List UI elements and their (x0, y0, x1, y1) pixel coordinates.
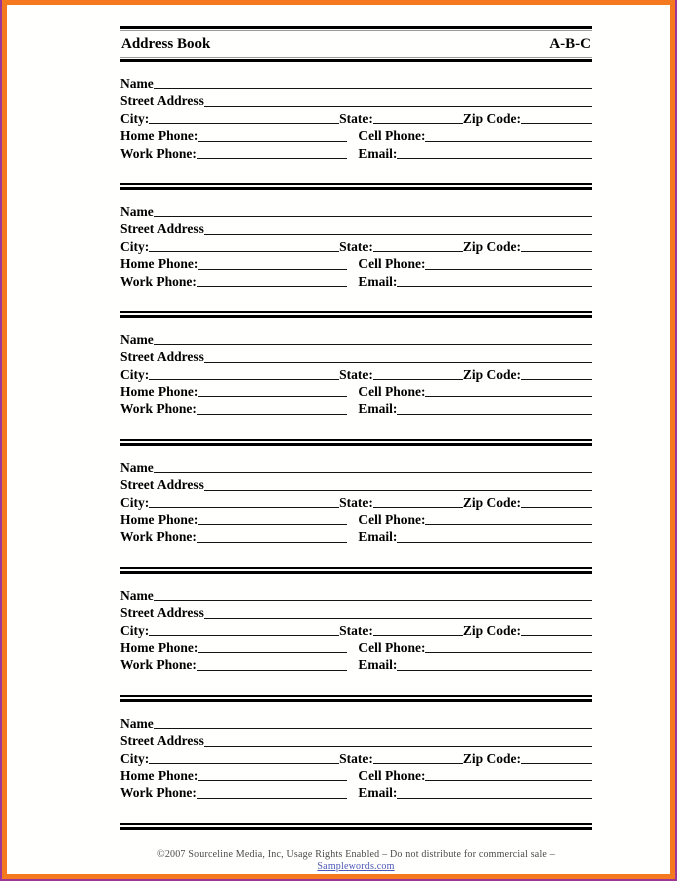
cell-phone-label: Cell Phone: (358, 767, 426, 783)
home-phone-label: Home Phone: (120, 767, 199, 783)
section-divider (120, 183, 592, 190)
letter-tab-label: A-B-C (549, 36, 591, 52)
cell-phone-label: Cell Phone: (358, 512, 426, 528)
work-email-row (120, 656, 592, 673)
name-field-line[interactable] (154, 715, 592, 729)
section-divider (120, 567, 592, 574)
zip-code-field-line[interactable] (521, 366, 592, 380)
street-address-row (120, 220, 592, 237)
street-address-row (120, 92, 592, 109)
email-label: Email: (358, 529, 398, 545)
section-divider (120, 695, 592, 702)
state-label: State: (339, 110, 373, 126)
phones-row (120, 639, 592, 656)
email-field-line[interactable] (397, 145, 592, 159)
name-row (120, 203, 592, 220)
samplewords-link[interactable]: Samplewords.com (317, 860, 395, 872)
cell-phone-label: Cell Phone: (358, 256, 426, 272)
work-email-row (120, 273, 592, 290)
street-address-label: Street Address (120, 477, 204, 493)
email-label: Email: (358, 785, 398, 801)
street-address-label: Street Address (120, 605, 204, 621)
cell-phone-field-line[interactable] (425, 383, 592, 397)
page-content (120, 26, 592, 873)
email-field-line[interactable] (397, 273, 592, 287)
address-entry (120, 702, 592, 802)
email-field-line[interactable] (397, 400, 592, 414)
city-state-zip-row (120, 622, 592, 639)
phones-row (120, 383, 592, 400)
city-state-zip-row (120, 366, 592, 383)
city-field-line[interactable] (149, 750, 339, 764)
entries-list (120, 62, 592, 830)
name-row (120, 459, 592, 476)
home-phone-label: Home Phone: (120, 639, 199, 655)
state-label: State: (339, 494, 373, 510)
zip-code-label: Zip Code: (462, 238, 521, 254)
cell-phone-label: Cell Phone: (358, 384, 426, 400)
street-address-field-line[interactable] (204, 604, 592, 618)
work-email-row (120, 528, 592, 545)
zip-code-field-line[interactable] (521, 238, 592, 252)
zip-code-field-line[interactable] (521, 750, 592, 764)
section-divider (120, 823, 592, 830)
city-field-line[interactable] (149, 110, 339, 124)
name-label: Name (120, 715, 154, 731)
phones-row (120, 127, 592, 144)
street-address-label: Street Address (120, 93, 204, 109)
work-phone-field-line[interactable] (197, 528, 347, 542)
address-entry (120, 446, 592, 546)
email-field-line[interactable] (397, 528, 592, 542)
work-phone-field-line[interactable] (197, 400, 347, 414)
phones-row (120, 767, 592, 784)
email-label: Email: (358, 145, 398, 161)
street-address-label: Street Address (120, 221, 204, 237)
street-address-field-line[interactable] (204, 220, 592, 234)
state-field-line[interactable] (373, 366, 463, 380)
home-phone-label: Home Phone: (120, 384, 199, 400)
state-field-line[interactable] (373, 622, 463, 636)
address-entry (120, 318, 592, 418)
zip-code-field-line[interactable] (521, 622, 592, 636)
section-divider (120, 439, 592, 446)
city-state-zip-row (120, 110, 592, 127)
state-field-line[interactable] (373, 750, 463, 764)
city-label: City: (120, 110, 150, 126)
work-phone-label: Work Phone: (120, 657, 197, 673)
work-phone-label: Work Phone: (120, 785, 197, 801)
copyright-text: ©2007 Sourceline Media, Inc, Usage Rights Enabled – Do not distribute for commercial sale – (157, 848, 555, 860)
address-entry (120, 574, 592, 674)
email-label: Email: (358, 657, 398, 673)
page-footer (120, 849, 592, 873)
name-field-line[interactable] (154, 459, 592, 473)
home-phone-field-line[interactable] (198, 511, 347, 525)
zip-code-label: Zip Code: (462, 622, 521, 638)
state-field-line[interactable] (373, 238, 463, 252)
state-field-line[interactable] (373, 110, 463, 124)
work-phone-field-line[interactable] (197, 784, 347, 798)
name-label: Name (120, 203, 154, 219)
page-header (120, 26, 592, 62)
zip-code-label: Zip Code: (462, 110, 521, 126)
work-email-row (120, 400, 592, 417)
name-label: Name (120, 587, 154, 603)
work-phone-label: Work Phone: (120, 273, 197, 289)
section-divider (120, 311, 592, 318)
name-label: Name (120, 331, 154, 347)
address-entry (120, 62, 592, 162)
zip-code-label: Zip Code: (462, 494, 521, 510)
street-address-field-line[interactable] (204, 348, 592, 362)
cell-phone-field-line[interactable] (425, 767, 592, 781)
name-row (120, 75, 592, 92)
address-entry (120, 190, 592, 290)
home-phone-field-line[interactable] (198, 767, 347, 781)
street-address-row (120, 348, 592, 365)
work-phone-label: Work Phone: (120, 401, 197, 417)
zip-code-label: Zip Code: (462, 750, 521, 766)
state-label: State: (339, 366, 373, 382)
cell-phone-field-line[interactable] (425, 127, 592, 141)
name-field-line[interactable] (154, 203, 592, 217)
city-label: City: (120, 366, 150, 382)
street-address-row (120, 604, 592, 621)
email-label: Email: (358, 273, 398, 289)
street-address-row (120, 732, 592, 749)
work-phone-field-line[interactable] (197, 273, 347, 287)
home-phone-label: Home Phone: (120, 512, 199, 528)
phones-row (120, 511, 592, 528)
street-address-field-line[interactable] (204, 476, 592, 490)
street-address-field-line[interactable] (204, 92, 592, 106)
name-field-line[interactable] (154, 587, 592, 601)
email-field-line[interactable] (397, 784, 592, 798)
work-email-row (120, 145, 592, 162)
work-phone-label: Work Phone: (120, 529, 197, 545)
zip-code-field-line[interactable] (521, 110, 592, 124)
street-address-field-line[interactable] (204, 732, 592, 746)
state-field-line[interactable] (373, 494, 463, 508)
home-phone-field-line[interactable] (198, 639, 347, 653)
home-phone-label: Home Phone: (120, 256, 199, 272)
city-label: City: (120, 622, 150, 638)
street-address-label: Street Address (120, 733, 204, 749)
cell-phone-label: Cell Phone: (358, 128, 426, 144)
city-state-zip-row (120, 750, 592, 767)
city-field-line[interactable] (149, 622, 339, 636)
state-label: State: (339, 622, 373, 638)
street-address-row (120, 476, 592, 493)
cell-phone-field-line[interactable] (425, 639, 592, 653)
header-top-thick-rule (120, 26, 592, 29)
page-title: Address Book (121, 36, 211, 52)
home-phone-field-line[interactable] (198, 383, 347, 397)
home-phone-field-line[interactable] (198, 127, 347, 141)
name-field-line[interactable] (154, 75, 592, 89)
phones-row (120, 255, 592, 272)
work-email-row (120, 784, 592, 801)
work-phone-field-line[interactable] (197, 145, 347, 159)
email-label: Email: (358, 401, 398, 417)
city-field-line[interactable] (149, 494, 339, 508)
work-phone-field-line[interactable] (197, 656, 347, 670)
email-field-line[interactable] (397, 656, 592, 670)
zip-code-field-line[interactable] (521, 494, 592, 508)
city-label: City: (120, 238, 150, 254)
cell-phone-field-line[interactable] (425, 255, 592, 269)
street-address-label: Street Address (120, 349, 204, 365)
name-label: Name (120, 459, 154, 475)
home-phone-field-line[interactable] (198, 255, 347, 269)
state-label: State: (339, 750, 373, 766)
work-phone-label: Work Phone: (120, 145, 197, 161)
city-label: City: (120, 494, 150, 510)
name-row (120, 715, 592, 732)
name-row (120, 331, 592, 348)
city-state-zip-row (120, 238, 592, 255)
home-phone-label: Home Phone: (120, 128, 199, 144)
cell-phone-field-line[interactable] (425, 511, 592, 525)
name-label: Name (120, 76, 154, 91)
city-field-line[interactable] (149, 366, 339, 380)
header-top-thin-rule (120, 30, 592, 31)
header-bottom-thin-rule (120, 57, 592, 58)
city-label: City: (120, 750, 150, 766)
city-field-line[interactable] (149, 238, 339, 252)
address-book-page (7, 5, 670, 874)
city-state-zip-row (120, 494, 592, 511)
cell-phone-label: Cell Phone: (358, 639, 426, 655)
name-field-line[interactable] (154, 331, 592, 345)
state-label: State: (339, 238, 373, 254)
zip-code-label: Zip Code: (462, 366, 521, 382)
name-row (120, 587, 592, 604)
